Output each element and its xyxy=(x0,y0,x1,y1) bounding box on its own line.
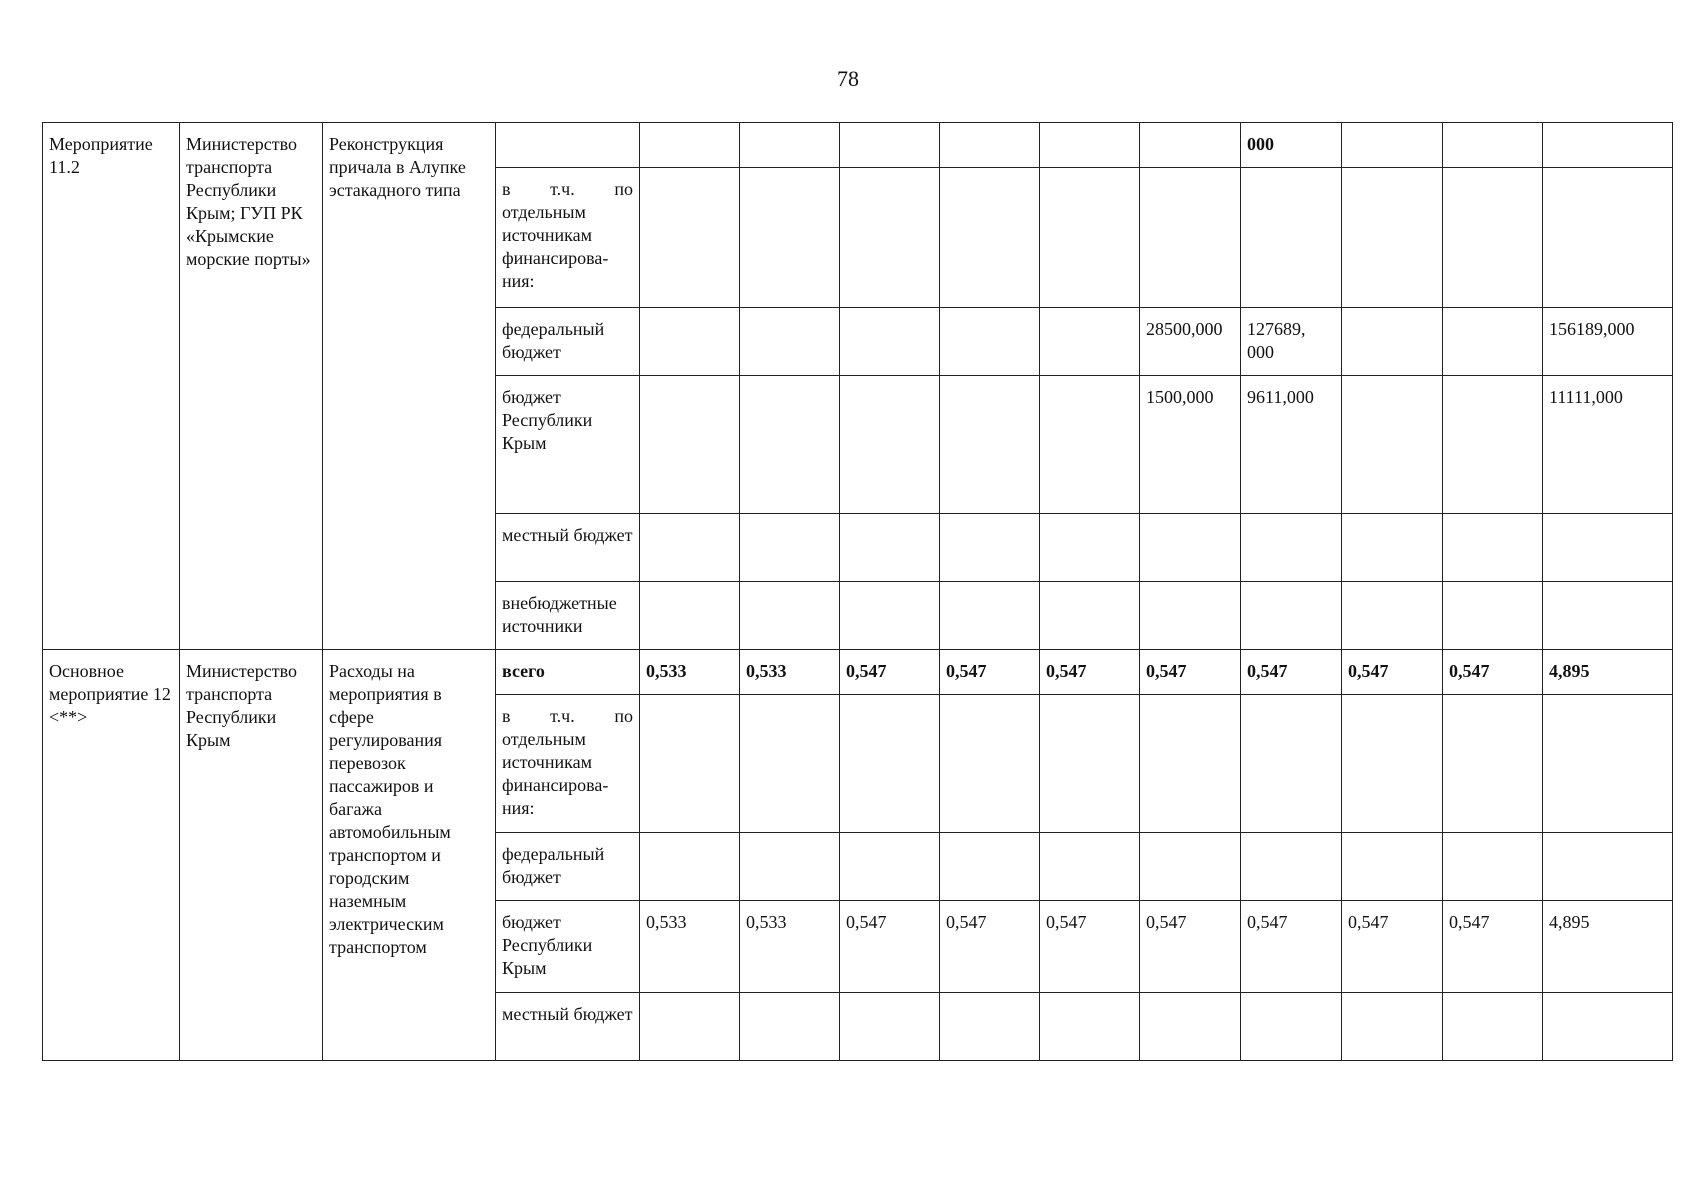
value-cell xyxy=(940,514,1040,582)
table-row xyxy=(43,650,1673,695)
source-first-line: в т.ч. по xyxy=(502,706,633,726)
value-cell xyxy=(1342,514,1443,582)
value-cell: 156189,000 xyxy=(1543,308,1673,376)
value-cell xyxy=(840,695,940,833)
value-cell: 0,547 xyxy=(1342,901,1443,993)
value-cell xyxy=(1342,376,1443,514)
measure-id-cell: Основное мероприятие 12 <**> xyxy=(43,650,180,1061)
value-cell: 0,547 xyxy=(1140,650,1241,695)
value-cell xyxy=(1241,582,1342,650)
funding-table xyxy=(42,122,1673,1061)
executor-cell: Министерство транспорта Республики Крым; ГУП РК «Крымские морские порты» xyxy=(180,123,323,650)
value-cell xyxy=(640,308,740,376)
value-cell xyxy=(740,514,840,582)
source-rest: отдельным источникам финансирова-ния: xyxy=(502,729,609,818)
value-cell xyxy=(1241,833,1342,901)
value-cell xyxy=(940,833,1040,901)
value-cell xyxy=(1342,833,1443,901)
value-cell xyxy=(1040,514,1140,582)
value-cell xyxy=(1443,695,1543,833)
value-cell xyxy=(1040,168,1140,308)
value-cell: 0,533 xyxy=(640,901,740,993)
source-cell xyxy=(496,168,640,308)
value-cell xyxy=(840,123,940,168)
value-cell xyxy=(1342,582,1443,650)
value-cell xyxy=(1342,168,1443,308)
value-cell xyxy=(1140,514,1241,582)
value-cell xyxy=(740,833,840,901)
value-cell xyxy=(1140,123,1241,168)
value-cell: 0,533 xyxy=(740,650,840,695)
source-first-line: в т.ч. по xyxy=(502,179,633,199)
value-cell xyxy=(1543,582,1673,650)
value-cell: 0,547 xyxy=(1040,901,1140,993)
value-cell xyxy=(640,582,740,650)
value-cell xyxy=(1342,308,1443,376)
value-cell xyxy=(1543,695,1673,833)
value-cell xyxy=(1443,168,1543,308)
table-body xyxy=(43,123,1673,1061)
value-cell: 0,547 xyxy=(1040,650,1140,695)
value-cell xyxy=(740,993,840,1061)
value-cell xyxy=(1543,514,1673,582)
value-cell xyxy=(840,582,940,650)
value-cell xyxy=(1543,993,1673,1061)
value-cell xyxy=(840,308,940,376)
value-cell xyxy=(640,695,740,833)
value-cell xyxy=(1443,514,1543,582)
source-cell: всего xyxy=(496,650,640,695)
value-cell xyxy=(640,993,740,1061)
source-cell xyxy=(496,123,640,168)
value-cell xyxy=(1443,833,1543,901)
value-cell xyxy=(1040,308,1140,376)
value-cell: 4,895 xyxy=(1543,650,1673,695)
value-cell: 0,547 xyxy=(840,901,940,993)
value-cell: 0,547 xyxy=(1443,901,1543,993)
value-cell: 000 xyxy=(1241,123,1342,168)
value-cell xyxy=(840,514,940,582)
value-cell xyxy=(1443,993,1543,1061)
value-cell xyxy=(1040,833,1140,901)
value-cell xyxy=(1543,833,1673,901)
value-cell xyxy=(1543,168,1673,308)
value-cell xyxy=(640,376,740,514)
value-cell xyxy=(1140,168,1241,308)
value-cell: 0,547 xyxy=(1342,650,1443,695)
value-cell xyxy=(940,695,1040,833)
value-cell: 0,547 xyxy=(1140,901,1241,993)
measure-id-cell: Мероприятие 11.2 xyxy=(43,123,180,650)
value-cell xyxy=(640,514,740,582)
source-cell xyxy=(496,695,640,833)
value-cell xyxy=(740,376,840,514)
value-cell xyxy=(1140,695,1241,833)
value-cell xyxy=(740,123,840,168)
executor-cell: Министерство транспорта Республики Крым xyxy=(180,650,323,1061)
measure-name-cell: Расходы на мероприятия в сфере регулирования перевозок пассажиров и багажа автомобильным транспортом и городским наземным электрическим транспортом xyxy=(323,650,496,1061)
value-cell xyxy=(940,993,1040,1061)
value-cell xyxy=(1140,993,1241,1061)
value-cell xyxy=(940,376,1040,514)
source-cell: внебюджетные источники xyxy=(496,582,640,650)
source-cell: бюджет Республики Крым xyxy=(496,376,640,514)
value-cell xyxy=(1241,514,1342,582)
value-cell xyxy=(1443,308,1543,376)
value-cell: 0,547 xyxy=(1443,650,1543,695)
source-cell: бюджет Республики Крым xyxy=(496,901,640,993)
value-cell xyxy=(1040,993,1140,1061)
value-cell: 0,547 xyxy=(940,650,1040,695)
value-cell xyxy=(840,833,940,901)
value-cell xyxy=(1342,123,1443,168)
value-cell xyxy=(940,308,1040,376)
value-cell xyxy=(1342,993,1443,1061)
source-cell: федеральный бюджет xyxy=(496,308,640,376)
value-cell xyxy=(1443,123,1543,168)
source-cell: местный бюджет xyxy=(496,514,640,582)
source-rest: отдельным источникам финансирова-ния: xyxy=(502,202,609,291)
value-cell xyxy=(640,123,740,168)
value-cell xyxy=(1040,582,1140,650)
value-cell: 1500,000 xyxy=(1140,376,1241,514)
value-cell xyxy=(1140,833,1241,901)
value-cell xyxy=(840,993,940,1061)
value-cell xyxy=(1241,168,1342,308)
value-cell xyxy=(1140,582,1241,650)
value-cell xyxy=(840,376,940,514)
value-cell: 28500,000 xyxy=(1140,308,1241,376)
measure-name-cell: Реконструкция причала в Алупке эстакадного типа xyxy=(323,123,496,650)
value-cell: 0,547 xyxy=(1241,650,1342,695)
value-cell xyxy=(1443,376,1543,514)
table-row xyxy=(43,123,1673,168)
value-cell xyxy=(1040,695,1140,833)
value-cell xyxy=(1543,123,1673,168)
value-cell xyxy=(940,582,1040,650)
value-cell xyxy=(840,168,940,308)
source-cell: федеральный бюджет xyxy=(496,833,640,901)
value-cell: 0,533 xyxy=(640,650,740,695)
value-cell xyxy=(740,695,840,833)
value-cell xyxy=(1342,695,1443,833)
value-cell xyxy=(1443,582,1543,650)
value-cell: 9611,000 xyxy=(1241,376,1342,514)
value-cell xyxy=(740,308,840,376)
value-cell: 4,895 xyxy=(1543,901,1673,993)
value-cell xyxy=(940,168,1040,308)
page-number: 78 xyxy=(837,66,859,91)
value-cell xyxy=(740,168,840,308)
value-cell: 0,533 xyxy=(740,901,840,993)
value-cell xyxy=(1040,123,1140,168)
value-cell: 127689, 000 xyxy=(1241,308,1342,376)
value-cell xyxy=(740,582,840,650)
value-cell xyxy=(1241,695,1342,833)
value-cell: 0,547 xyxy=(840,650,940,695)
source-cell: местный бюджет xyxy=(496,993,640,1061)
value-cell xyxy=(1241,993,1342,1061)
value-cell xyxy=(940,123,1040,168)
value-cell: 0,547 xyxy=(940,901,1040,993)
value-cell: 0,547 xyxy=(1241,901,1342,993)
value-cell xyxy=(640,168,740,308)
value-cell xyxy=(1040,376,1140,514)
value-cell xyxy=(640,833,740,901)
value-cell: 11111,000 xyxy=(1543,376,1673,514)
